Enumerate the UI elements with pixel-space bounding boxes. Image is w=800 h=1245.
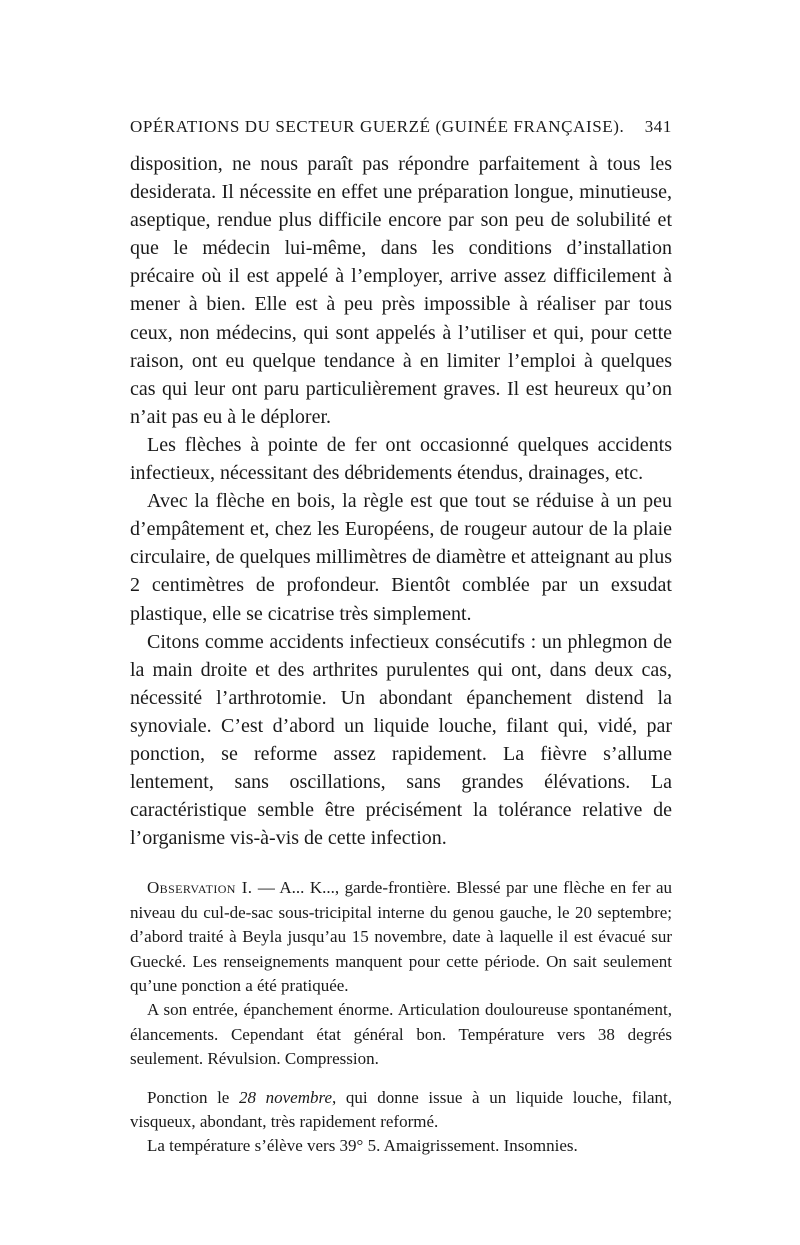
- page-number: 341: [644, 117, 672, 136]
- observation-label: Observation I.: [147, 878, 253, 898]
- main-text: [130, 150, 672, 852]
- book-page: [130, 112, 672, 1159]
- observation-block: [130, 876, 672, 1158]
- paragraph-iron-arrows: Les flèches à pointe de fer ont occasionné quelques accidents infectieux, nécessitant des débridements étendus, drainages, etc.: [130, 433, 672, 485]
- puncture-prefix: Ponction le: [147, 1087, 239, 1107]
- observation-paragraph-4: La température s’élève vers 39° 5. Amaigrissement. Insomnies.: [147, 1136, 578, 1156]
- running-head: [130, 112, 672, 142]
- paragraph-continuation: disposition, ne nous paraît pas répondre parfaitement à tous les desiderata. Il nécessite en effet une préparation longue, minutieuse, aseptique, rendue plus difficile encore par son peu de solubilité et que le médecin lui-même, dans les conditions d’installation précaire où il est appelé à l’employer, arrive assez difficilement à mener à bien. Elle est à peu près impossible à réaliser par tous ceux, non médecins, qui sont appelés à l’utiliser et qui, pour cette raison, ont eu quelque tendance à en limiter l’emploi à quelques cas qui leur ont paru particulièrement graves. Il est heureux qu’on n’ait pas eu à le déplorer.: [130, 153, 672, 428]
- observation-paragraph-3: [130, 1086, 672, 1135]
- paragraph-infectious-accidents: Citons comme accidents infectieux consécutifs : un phlegmon de la main droite et des arthrites purulentes qui ont, dans deux cas, nécessité l’arthrotomie. Un abondant épanchement distend la synoviale. C’est d’abord un liquide louche, filant qui, vidé, par ponction, se reforme assez rapidement. La fièvre s’allume lentement, sans oscillations, sans grandes élévations. La caractéristique semble être précisément la tolérance relative de l’organisme vis-à-vis de cette infection.: [130, 630, 672, 850]
- puncture-date: 28 novembre: [238, 1087, 333, 1107]
- puncture-rest: , qui donne issue à un liquide louche, filant, visqueux, abondant, très rapidement reformé.: [130, 1087, 673, 1131]
- running-head-title: OPÉRATIONS DU SECTEUR GUERZÉ (GUINÉE FRANÇAISE).: [130, 117, 625, 136]
- observation-paragraph-2: A son entrée, épanchement énorme. Articulation douloureuse spontanément, élancements. Cependant état général bon. Température vers 38 degrés seulement. Révulsion. Compression.: [130, 1000, 672, 1069]
- paragraph-wooden-arrow: Avec la flèche en bois, la règle est que tout se réduise à un peu d’empâtement et, chez les Européens, de rougeur autour de la plaie circulaire, de quelques millimètres de diamètre et atteignant au plus 2 centimètres de profondeur. Bientôt comblée par un exsudat plastique, elle se cicatrise très simplement.: [130, 490, 672, 625]
- observation-paragraph-1: [130, 876, 672, 998]
- observation-heading-text: — A... K..., garde-frontière. Blessé par une flèche en fer au niveau du cul-de-sac sous-tricipital interne du genou gauche, le 20 septembre; d’abord traité à Beyla jusqu’au 15 novembre, date à laquelle il est évacué sur Guecké. Les renseignements manquent pour cette période. On sait seulement qu’une ponction a été pratiquée.: [130, 878, 672, 995]
